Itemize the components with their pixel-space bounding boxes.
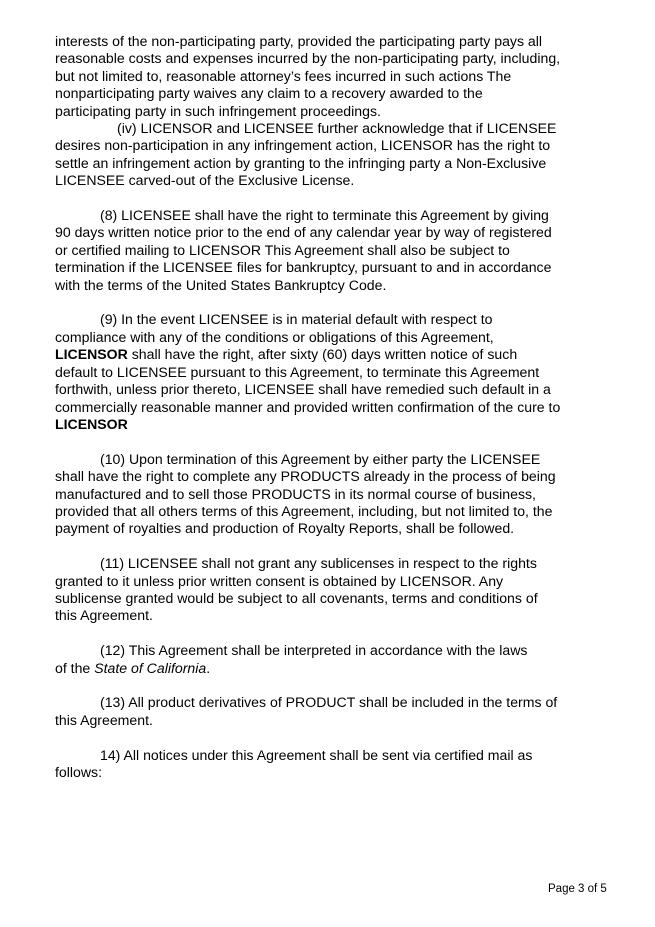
text-line: shall have the right to complete any PRODUCTS already in the process of being bbox=[55, 468, 556, 485]
text-line: this Agreement. bbox=[55, 607, 153, 624]
text-line: default to LICENSEE pursuant to this Agreement, to terminate this Agreement bbox=[55, 363, 540, 380]
paragraph-8-termination-by-licensee bbox=[55, 207, 603, 294]
paragraph-12-governing-law bbox=[55, 642, 603, 677]
document-body bbox=[55, 33, 603, 799]
paragraph-13-derivatives bbox=[55, 694, 603, 729]
text-line: (iv) LICENSOR and LICENSEE further acknowledge that if LICENSEE bbox=[117, 120, 557, 137]
text-line: termination if the LICENSEE files for bankruptcy, pursuant to and in accordance bbox=[55, 259, 552, 276]
text-span: . bbox=[206, 659, 211, 676]
text-line: payment of royalties and production of Royalty Reports, shall be followed. bbox=[55, 520, 515, 537]
text-line: desires non-participation in any infringement action, LICENSOR has the right to bbox=[55, 137, 551, 154]
text-line: participating party in such infringement proceedings. bbox=[55, 102, 381, 119]
text-line: forthwith, unless prior thereto, LICENSEE shall have remedied such default in a bbox=[55, 381, 551, 398]
text-line: with the terms of the United States Bankruptcy Code. bbox=[55, 276, 387, 293]
text-line: manufactured and to sell those PRODUCTS in its normal course of business, bbox=[55, 485, 536, 502]
licensor-bold-term: LICENSOR bbox=[55, 346, 128, 363]
text-line: but not limited to, reasonable attorney’s fees incurred in such actions The bbox=[55, 67, 512, 84]
text-line bbox=[55, 346, 603, 363]
text-line: LICENSEE carved-out of the Exclusive License. bbox=[55, 172, 355, 189]
text-span: shall have the right, after sixty (60) days written notice of such bbox=[127, 346, 518, 363]
text-line: sublicense granted would be subject to all covenants, terms and conditions of bbox=[55, 589, 538, 606]
paragraph-11-sublicenses bbox=[55, 555, 603, 625]
page-number: Page 3 of 5 bbox=[548, 883, 607, 895]
governing-state-italic: State of California bbox=[94, 659, 207, 676]
text-line: granted to it unless prior written consent is obtained by LICENSOR. Any bbox=[55, 572, 504, 589]
text-span: of the bbox=[55, 659, 95, 676]
text-line: (12) This Agreement shall be interpreted in accordance with the laws bbox=[100, 642, 528, 659]
text-line: compliance with any of the conditions or obligations of this Agreement, bbox=[55, 328, 494, 345]
paragraph-9-default bbox=[55, 311, 603, 433]
paragraph-iv bbox=[55, 120, 603, 190]
text-line: (10) Upon termination of this Agreement by either party the LICENSEE bbox=[100, 450, 541, 467]
text-line: commercially reasonable manner and provided written confirmation of the cure to bbox=[55, 398, 561, 415]
text-line bbox=[55, 660, 603, 677]
text-line: reasonable costs and expenses incurred by the non-participating party, including, bbox=[55, 50, 561, 67]
text-line: (11) LICENSEE shall not grant any sublicenses in respect to the rights bbox=[100, 555, 537, 572]
text-line: this Agreement. bbox=[55, 711, 153, 728]
paragraph-iii-continuation bbox=[55, 33, 603, 120]
text-line: nonparticipating party waives any claim to a recovery awarded to the bbox=[55, 85, 483, 102]
text-line: 14) All notices under this Agreement shall be sent via certified mail as bbox=[100, 746, 533, 763]
paragraph-10-upon-termination bbox=[55, 451, 603, 538]
text-line bbox=[55, 416, 603, 433]
text-line: (8) LICENSEE shall have the right to terminate this Agreement by giving bbox=[100, 207, 549, 224]
text-line: settle an infringement action by granting to the infringing party a Non-Exclusive bbox=[55, 154, 547, 171]
text-line: follows: bbox=[55, 763, 102, 780]
text-line: (13) All product derivatives of PRODUCT shall be included in the terms of bbox=[100, 694, 558, 711]
paragraph-14-notices bbox=[55, 747, 603, 782]
text-line: interests of the non-participating party, provided the participating party pays all bbox=[55, 33, 543, 49]
text-line: provided that all others terms of this Agreement, including, but not limited to, the bbox=[55, 502, 553, 519]
text-line: or certified mailing to LICENSOR This Agreement shall also be subject to bbox=[55, 241, 510, 258]
text-line: (9) In the event LICENSEE is in material default with respect to bbox=[100, 311, 493, 328]
text-line: 90 days written notice prior to the end of any calendar year by way of registered bbox=[55, 224, 552, 241]
licensor-bold-term: LICENSOR bbox=[55, 415, 128, 432]
